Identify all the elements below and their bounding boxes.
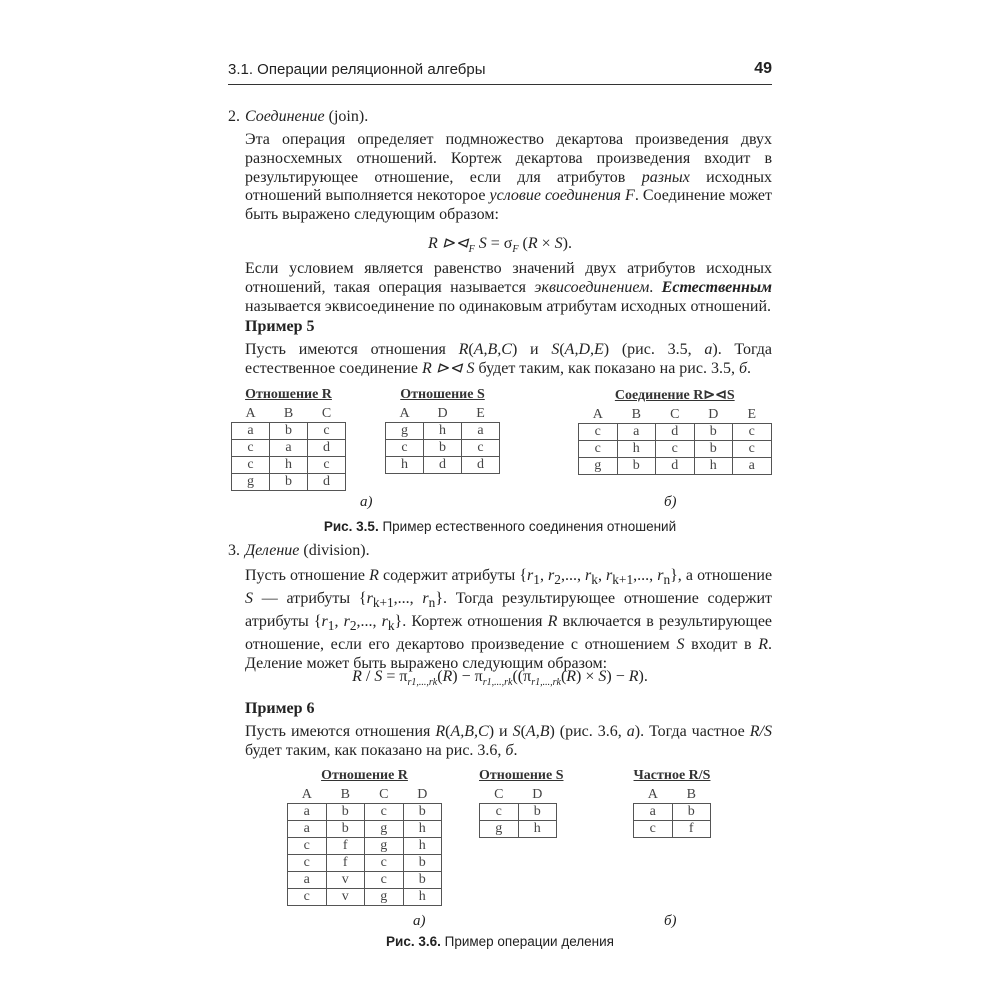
text-run: R xyxy=(547,612,558,630)
text-run: . Соединение может быть выражено следующим образом: xyxy=(245,187,773,224)
text-run: , xyxy=(597,567,607,584)
table-row xyxy=(386,440,500,457)
column-header: C xyxy=(494,786,504,802)
text-run: ) и xyxy=(511,341,552,358)
text-run: (join). xyxy=(324,108,369,125)
table-cell: a xyxy=(288,804,327,821)
text-run: r xyxy=(585,567,592,584)
table-cell: d xyxy=(424,457,462,474)
text-run: }. Тогда результирующее отношение содержит атрибуты { xyxy=(245,589,773,630)
column-header: A xyxy=(301,786,312,802)
table-cell: h xyxy=(386,457,424,474)
fig35-table-r xyxy=(231,387,346,491)
relation-table xyxy=(287,786,442,906)
table-row xyxy=(232,474,346,491)
text-run: ( xyxy=(520,723,526,740)
text-run: = π xyxy=(382,668,408,685)
table-row xyxy=(232,423,346,440)
page-number: 49 xyxy=(754,60,772,77)
table-title: Частное R/S xyxy=(633,768,711,783)
header-row xyxy=(288,786,442,804)
text-run: будет таким, как показано на рис. 3.5, xyxy=(474,359,739,377)
table-cell: f xyxy=(672,821,711,838)
text-run: r xyxy=(422,589,429,607)
division-paragraph xyxy=(245,567,772,674)
table-cell: f xyxy=(326,855,365,872)
text-run: S xyxy=(512,723,521,740)
header-row xyxy=(579,406,772,424)
text-run: ( xyxy=(518,235,528,252)
table-cell: g xyxy=(232,474,270,491)
table-cell: d xyxy=(308,474,346,491)
text-run: ) − xyxy=(606,668,629,685)
text-run: k+1 xyxy=(612,572,634,588)
text-run: ) (рис. 3.5, xyxy=(603,341,705,358)
table-cell: c xyxy=(733,424,772,441)
text-run: , xyxy=(539,567,549,584)
text-run: ). Тогда естественное соединение xyxy=(245,341,773,377)
table-cell: a xyxy=(232,423,270,440)
text-run: R ⊳⊲ S xyxy=(421,359,475,377)
text-run: Пусть имеются отношения xyxy=(245,341,459,358)
table-cell: h xyxy=(617,441,656,458)
text-run: ) (рис. 3.6, xyxy=(549,723,627,740)
table-cell: c xyxy=(579,424,618,441)
text-run: ( xyxy=(437,668,443,685)
table-row xyxy=(288,804,442,821)
text-run: эквисоединением xyxy=(534,278,650,296)
table-row xyxy=(634,821,711,838)
text-run: Естественным xyxy=(661,278,772,296)
table-cell: a xyxy=(733,458,772,475)
column-header: B xyxy=(686,786,696,802)
table-row xyxy=(386,423,500,440)
text-run: исходных отношений выполняется некоторое xyxy=(245,168,773,205)
table-cell: b xyxy=(672,804,711,821)
text-run: R xyxy=(442,668,453,685)
text-run: }, а отношение xyxy=(670,567,773,584)
text-run: , xyxy=(334,612,344,630)
table-cell: g xyxy=(365,838,404,855)
example-5-title: Пример 5 xyxy=(245,318,315,335)
text-run: R xyxy=(352,668,362,685)
text-run: r1,...,rk xyxy=(531,677,561,689)
text-run: r xyxy=(606,567,613,584)
table-cell: c xyxy=(656,441,695,458)
column-header: A xyxy=(592,406,603,422)
text-run: ((π xyxy=(512,668,532,685)
table-cell: h xyxy=(403,821,442,838)
text-run: R xyxy=(527,235,538,252)
table-row xyxy=(579,441,772,458)
fig35-table-join xyxy=(578,387,772,475)
table-cell: c xyxy=(733,441,772,458)
table-cell: c xyxy=(308,457,346,474)
text-run: R xyxy=(628,668,639,685)
fig36-caption-number: Рис. 3.6. xyxy=(386,934,441,949)
column-header: B xyxy=(631,406,641,422)
text-run: . Деление может быть выражено следующим образом: xyxy=(245,635,773,672)
fig35-caption-number: Рис. 3.5. xyxy=(323,519,379,534)
text-run: ). Тогда частное xyxy=(634,723,750,740)
text-run: = σ xyxy=(486,235,513,252)
text-run: R/S xyxy=(749,723,772,740)
table-cell: c xyxy=(308,423,346,440)
text-run: — атрибуты { xyxy=(253,589,367,607)
text-run: k xyxy=(387,618,395,634)
text-run: k xyxy=(591,572,598,588)
text-run: F xyxy=(468,244,475,256)
column-header: E xyxy=(747,406,757,422)
text-run: S xyxy=(554,235,563,252)
text-run: S xyxy=(374,668,383,685)
table-cell: b xyxy=(424,440,462,457)
table-cell: b xyxy=(518,804,557,821)
text-run: 2 xyxy=(349,618,357,634)
relation-table xyxy=(578,406,772,475)
column-header: A xyxy=(647,786,658,802)
text-run: R ⊳⊲ xyxy=(428,235,469,252)
text-run: r xyxy=(657,567,664,584)
text-run: Эта операция определяет подмножество декартова произведения двух разносхемных отношений. Кортеж декартова произведения входит в результирующее отношение, если для атрибутов xyxy=(245,131,772,186)
text-run: r1,...,rk xyxy=(407,677,438,689)
text-run: называется эквисоединение по одинаковым атрибутам исходных отношений. xyxy=(245,297,771,315)
text-run: A,D,E xyxy=(564,341,604,358)
table-cell: b xyxy=(694,441,733,458)
column-header: D xyxy=(532,786,543,802)
text-run: R xyxy=(566,668,577,685)
item-number: 2. xyxy=(228,108,240,125)
text-run: ,..., xyxy=(560,567,586,584)
table-row xyxy=(232,440,346,457)
text-run: ( xyxy=(468,341,474,358)
table-cell: v xyxy=(326,872,365,889)
text-run: R xyxy=(758,635,769,653)
table-cell: h xyxy=(518,821,557,838)
text-run: 1 xyxy=(533,572,540,588)
header-row xyxy=(634,786,711,804)
text-run: R xyxy=(369,567,379,584)
table-cell: d xyxy=(656,424,695,441)
text-run: S xyxy=(598,668,607,685)
text-run: ,..., xyxy=(633,567,658,584)
table-cell: b xyxy=(326,804,365,821)
table-cell: d xyxy=(462,457,500,474)
join-heading xyxy=(245,108,772,127)
text-run: S xyxy=(474,235,487,252)
fig35-caption xyxy=(228,519,772,534)
relation-table xyxy=(231,405,346,491)
relation-table xyxy=(385,405,500,474)
fig35-label-b: б) xyxy=(664,494,677,510)
text-run: Если условием является равенство значений двух атрибутов исходных отношений, такая операция называется xyxy=(245,260,772,296)
column-header: A xyxy=(245,405,256,421)
text-run: r xyxy=(366,589,373,607)
column-header: B xyxy=(283,405,294,421)
table-cell: a xyxy=(634,804,673,821)
table-cell: g xyxy=(386,423,424,440)
table-cell: d xyxy=(656,458,695,475)
text-run: будет таким, как показано на рис. 3.6, xyxy=(245,741,506,759)
table-cell: b xyxy=(270,423,308,440)
fig36-caption-text: Пример операции деления xyxy=(440,934,614,949)
section-title: 3.1. Операции реляционной алгебры xyxy=(228,61,486,78)
text-run: 1 xyxy=(327,618,335,634)
text-run: Пусть имеются отношения xyxy=(245,723,436,740)
text-run: / xyxy=(361,668,375,685)
table-cell: c xyxy=(232,457,270,474)
table-cell: c xyxy=(232,440,270,457)
table-row xyxy=(232,457,346,474)
text-run: ( xyxy=(559,341,565,358)
example-6-title: Пример 6 xyxy=(245,700,315,717)
table-cell: b xyxy=(694,424,733,441)
table-cell: c xyxy=(288,855,327,872)
table-cell: c xyxy=(386,440,424,457)
fig36-table-quotient xyxy=(633,768,711,838)
text-run: r xyxy=(381,612,388,630)
table-cell: g xyxy=(480,821,519,838)
table-row xyxy=(386,457,500,474)
table-cell: g xyxy=(365,821,404,838)
running-header xyxy=(228,58,772,85)
text-run: условие соединения F xyxy=(489,187,635,205)
table-row xyxy=(288,821,442,838)
table-cell: c xyxy=(288,838,327,855)
fig36-label-b: б) xyxy=(664,913,677,929)
header-row xyxy=(480,786,557,804)
table-cell: a xyxy=(288,872,327,889)
text-run: 2 xyxy=(554,572,561,588)
table-cell: b xyxy=(270,474,308,491)
table-row xyxy=(288,855,442,872)
table-title: Отношение S xyxy=(400,387,485,402)
fig36-label-a: а) xyxy=(413,913,426,929)
text-run: S xyxy=(676,635,685,653)
text-run: ) − π xyxy=(452,668,483,685)
text-run: A,B,C xyxy=(450,723,489,740)
text-run: ( xyxy=(445,723,451,740)
text-run: F xyxy=(512,244,519,256)
fig35-label-a: а) xyxy=(360,494,373,510)
text-run: ,..., xyxy=(393,589,423,607)
table-row xyxy=(480,804,557,821)
text-run: r xyxy=(343,612,350,630)
text-run: S xyxy=(245,589,253,607)
text-run: содержит атрибуты { xyxy=(378,567,528,584)
text-run: S xyxy=(551,341,560,358)
fig36-table-r xyxy=(287,768,442,906)
column-header: B xyxy=(340,786,350,802)
text-run: (division). xyxy=(299,542,370,559)
join-formula xyxy=(228,233,772,255)
column-header: D xyxy=(417,786,428,802)
table-cell: b xyxy=(617,458,656,475)
division-heading xyxy=(245,542,772,561)
fig36-caption xyxy=(228,934,772,949)
table-row xyxy=(288,838,442,855)
table-cell: b xyxy=(403,872,442,889)
table-cell: d xyxy=(308,440,346,457)
text-run: }. Кортеж отношения xyxy=(394,612,548,630)
table-row xyxy=(634,804,711,821)
text-run: ) × xyxy=(576,668,599,685)
text-run: . xyxy=(649,278,662,296)
join-paragraph-2 xyxy=(245,260,772,316)
example-6-text xyxy=(245,723,772,761)
fig35-caption-text: Пример естественного соединения отношений xyxy=(378,519,677,534)
table-cell: b xyxy=(403,855,442,872)
text-run: б xyxy=(505,741,514,759)
text-run: ) и xyxy=(488,723,513,740)
table-row xyxy=(579,458,772,475)
table-row xyxy=(288,872,442,889)
table-cell: v xyxy=(326,889,365,906)
relation-table xyxy=(633,786,711,838)
table-cell: h xyxy=(270,457,308,474)
table-row xyxy=(288,889,442,906)
table-cell: g xyxy=(579,458,618,475)
text-run: входит в xyxy=(684,635,759,653)
text-run: r xyxy=(548,567,555,584)
text-run: . xyxy=(747,359,752,377)
table-cell: f xyxy=(326,838,365,855)
table-cell: c xyxy=(365,855,404,872)
table-cell: h xyxy=(424,423,462,440)
text-run: ,..., xyxy=(356,612,382,630)
column-header: C xyxy=(321,405,332,421)
column-header: C xyxy=(379,786,389,802)
table-title: Соединение R⊳⊲S xyxy=(614,388,735,403)
table-cell: c xyxy=(480,804,519,821)
table-cell: c xyxy=(365,804,404,821)
table-title: Отношение R xyxy=(321,768,408,783)
text-run: r1,...,rk xyxy=(482,677,513,689)
fig36-table-s xyxy=(479,768,564,838)
table-cell: c xyxy=(462,440,500,457)
table-title: Отношение R xyxy=(245,387,332,402)
column-header: D xyxy=(437,405,448,421)
table-cell: c xyxy=(365,872,404,889)
text-run: A,B,C xyxy=(473,341,512,358)
text-run: а xyxy=(704,341,713,358)
text-run: r xyxy=(527,567,534,584)
table-cell: h xyxy=(403,838,442,855)
text-run: Соединение xyxy=(245,108,325,125)
text-run: R xyxy=(458,341,469,358)
table-cell: c xyxy=(579,441,618,458)
fig35-table-s xyxy=(385,387,500,474)
join-paragraph-1 xyxy=(245,131,772,225)
column-header: A xyxy=(399,405,410,421)
item-number: 3. xyxy=(228,542,240,559)
text-run: ( xyxy=(560,668,567,685)
text-run: n xyxy=(428,595,436,611)
table-cell: a xyxy=(288,821,327,838)
table-cell: b xyxy=(403,804,442,821)
text-run: б xyxy=(738,359,748,377)
text-run: ). xyxy=(562,235,572,252)
text-run: ). xyxy=(638,668,648,685)
text-run: R xyxy=(435,723,446,740)
text-run: . xyxy=(513,741,518,759)
text-run: включается в результирующее отношение, если его декартово произведение с отношением xyxy=(245,612,773,653)
table-row xyxy=(579,424,772,441)
column-header: E xyxy=(476,405,485,421)
table-row xyxy=(480,821,557,838)
header-row xyxy=(386,405,500,423)
table-cell: c xyxy=(634,821,673,838)
text-run: а xyxy=(626,723,635,740)
text-run: × xyxy=(537,235,555,252)
table-cell: b xyxy=(326,821,365,838)
table-cell: g xyxy=(365,889,404,906)
header-row xyxy=(232,405,346,423)
table-cell: h xyxy=(403,889,442,906)
table-title: Отношение S xyxy=(479,768,564,783)
text-run: Пусть отношение xyxy=(245,567,370,584)
text-run: r xyxy=(321,612,328,630)
table-cell: a xyxy=(617,424,656,441)
division-formula xyxy=(228,668,772,688)
table-cell: h xyxy=(694,458,733,475)
text-run: Деление xyxy=(245,542,300,559)
column-header: C xyxy=(670,406,680,422)
table-cell: a xyxy=(270,440,308,457)
example-5-text xyxy=(245,341,772,379)
relation-table xyxy=(479,786,557,838)
text-run: A,B xyxy=(525,723,550,740)
text-run: разных xyxy=(641,168,690,186)
table-cell: c xyxy=(288,889,327,906)
text-run: k+1 xyxy=(372,595,394,611)
column-header: D xyxy=(708,406,719,422)
table-cell: a xyxy=(462,423,500,440)
text-run: n xyxy=(663,572,671,588)
